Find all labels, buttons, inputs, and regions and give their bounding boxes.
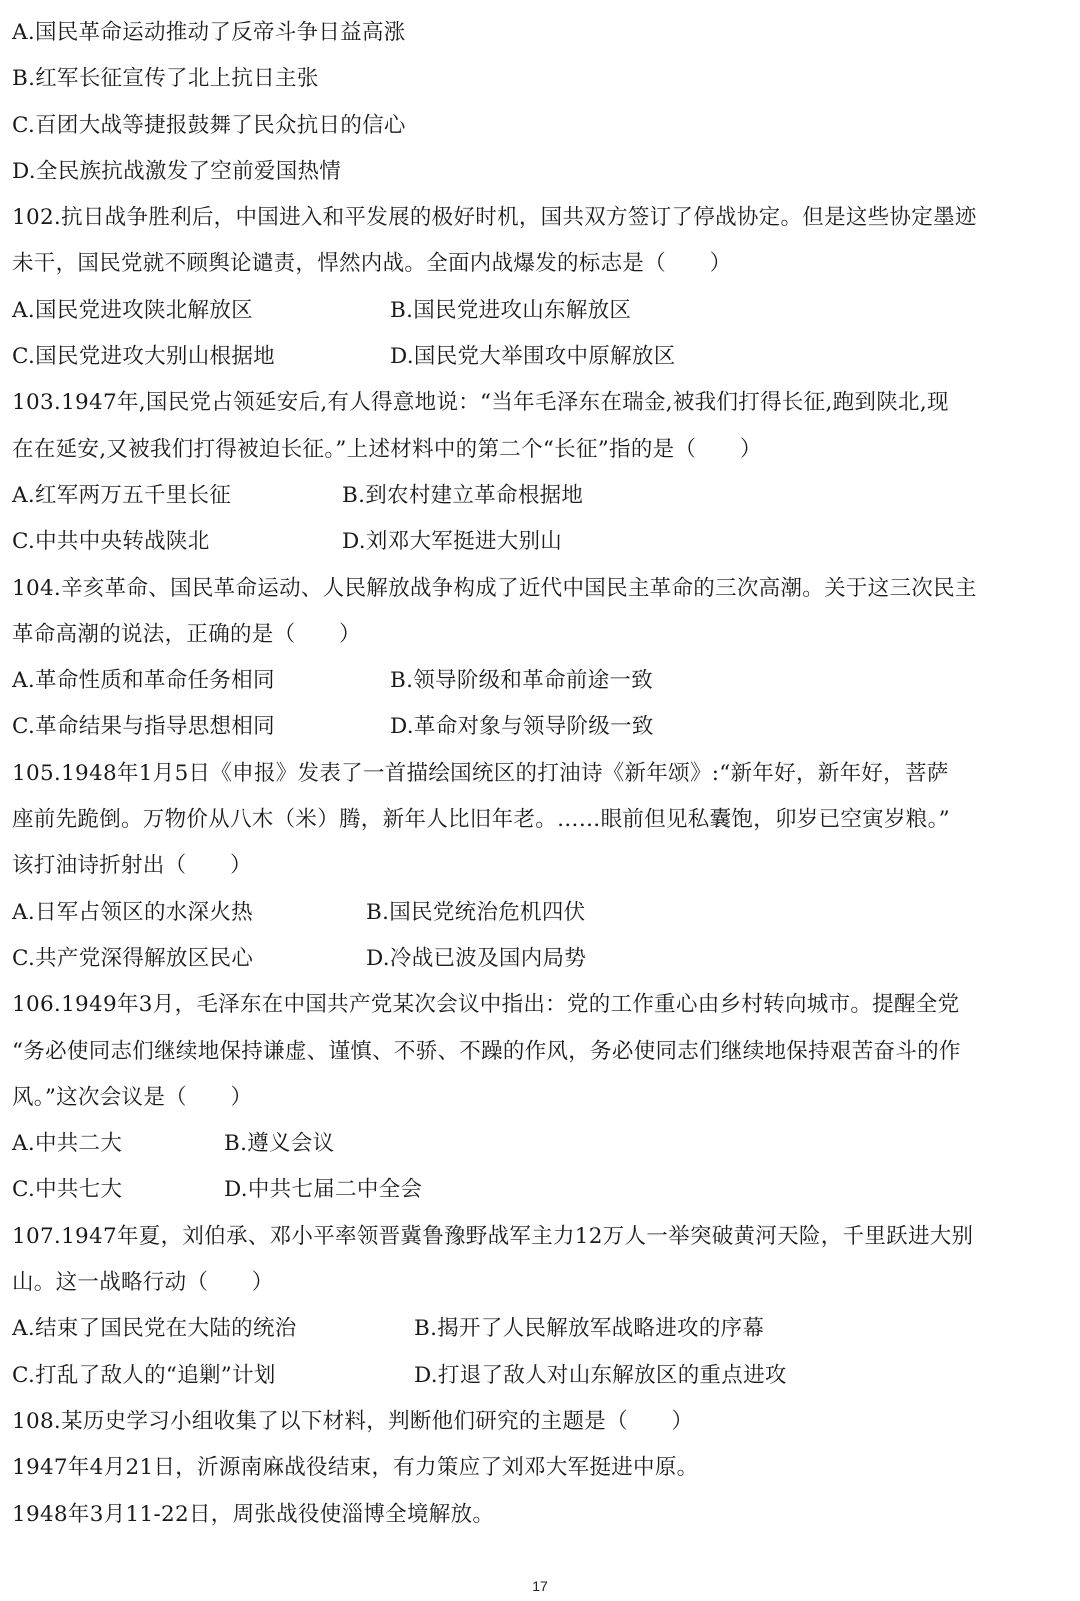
q106-stem-line-2: “务必使同志们继续地保持谦虚、谨慎、不骄、不躁的作风，务必使同志们继续地保持艰苦奋斗的作 bbox=[12, 1038, 961, 1064]
q103-option-c: C.中共中央转战陕北 bbox=[12, 529, 210, 555]
q107-options-row-1 bbox=[12, 1306, 1070, 1352]
q107-options-row-2 bbox=[12, 1353, 1070, 1399]
q103-stem-line-1: 103.1947年,国民党占领延安后,有人得意地说：“当年毛泽东在瑞金,被我们打得长征,跑到陕北,现 bbox=[12, 390, 949, 416]
q104-stem-line-1: 104.辛亥革命、国民革命运动、人民解放战争构成了近代中国民主革命的三次高潮。关于这三次民主 bbox=[12, 575, 977, 601]
q107-option-c: C.打乱了敌人的“追剿”计划 bbox=[12, 1362, 276, 1388]
q107-option-a: A.结束了国民党在大陆的统治 bbox=[12, 1316, 297, 1342]
q107-option-b: B.揭开了人民解放军战略进攻的序幕 bbox=[414, 1316, 765, 1342]
q101-option-a: A.国民革命运动推动了反帝斗争日益高涨 bbox=[12, 20, 406, 45]
q105-option-d: D.冷战已波及国内局势 bbox=[366, 945, 587, 971]
q106-option-b: B.遵义会议 bbox=[224, 1131, 335, 1157]
q105-stem-line-1: 105.1948年1月5日《申报》发表了一首描绘国统区的打油诗《新年颂》:“新年好，新年好，菩萨 bbox=[12, 760, 949, 786]
q103-options-row-2 bbox=[12, 519, 1070, 565]
q102-stem-line-1: 102.抗日战争胜利后，中国进入和平发展的极好时机，国共双方签订了停战协定。但是这些协定墨迹 bbox=[12, 205, 977, 231]
q104-stem-line-2: 革命高潮的说法，正确的是（ ） bbox=[12, 621, 361, 647]
q103-stem-line-2: 在在延安,又被我们打得被迫长征。”上述材料中的第二个“长征”指的是（ ） bbox=[12, 436, 762, 462]
q103-option-a: A.红军两万五千里长征 bbox=[12, 482, 232, 508]
exam-page bbox=[12, 10, 1070, 1538]
q105-stem-line-2: 座前先跪倒。万物价从八木（米）腾，新年人比旧年老。……眼前但见私囊饱，卯岁已空寅岁粮。” bbox=[12, 807, 950, 833]
q101-option-b: B.红军长征宣传了北上抗日主张 bbox=[12, 66, 319, 92]
q105-option-b: B.国民党统治危机四伏 bbox=[366, 899, 586, 925]
q101-option-c: C.百团大战等捷报鼓舞了民众抗日的信心 bbox=[12, 112, 406, 138]
q104-options-row-2 bbox=[12, 704, 1070, 750]
q103-option-d: D.刘邓大军挺进大别山 bbox=[342, 529, 563, 555]
page-number: 17 bbox=[532, 1578, 548, 1594]
q106-stem-line-3: 风。”这次会议是（ ） bbox=[12, 1084, 253, 1110]
q102-option-b: B.国民党进攻山东解放区 bbox=[390, 297, 632, 323]
q107-stem-line-1: 107.1947年夏，刘伯承、邓小平率领晋冀鲁豫野战军主力12万人一举突破黄河天险，千里跃进大别 bbox=[12, 1223, 974, 1249]
q102-options-row-2 bbox=[12, 334, 1070, 380]
q106-option-d: D.中共七届二中全会 bbox=[224, 1177, 423, 1203]
q102-stem-line-2: 未干，国民党就不顾舆论谴责，悍然内战。全面内战爆发的标志是（ ） bbox=[12, 251, 732, 277]
q105-option-c: C.共产党深得解放区民心 bbox=[12, 945, 254, 971]
q104-option-c: C.革命结果与指导思想相同 bbox=[12, 714, 275, 740]
q106-stem-line-1: 106.1949年3月，毛泽东在中国共产党某次会议中指出：党的工作重心由乡村转向城市。提醒全党 bbox=[12, 992, 960, 1018]
q103-options-row-1 bbox=[12, 473, 1070, 519]
q105-stem-line-3: 该打油诗折射出（ ） bbox=[12, 853, 252, 879]
q107-stem-line-2: 山。这一战略行动（ ） bbox=[12, 1270, 274, 1296]
q106-options-row-1 bbox=[12, 1121, 1070, 1167]
q102-options-row-1 bbox=[12, 288, 1070, 334]
q105-options-row-2 bbox=[12, 936, 1070, 982]
q104-option-b: B.领导阶级和革命前途一致 bbox=[390, 668, 654, 694]
q105-options-row-1 bbox=[12, 890, 1070, 936]
q106-option-c: C.中共七大 bbox=[12, 1177, 123, 1203]
q104-options-row-1 bbox=[12, 658, 1070, 704]
q108-material-1: 1947年4月21日，沂源南麻战役结束，有力策应了刘邓大军挺进中原。 bbox=[12, 1455, 699, 1481]
q108-stem-line-1: 108.某历史学习小组收集了以下材料，判断他们研究的主题是（ ） bbox=[12, 1408, 694, 1434]
q101-option-d: D.全民族抗战激发了空前爱国热情 bbox=[12, 158, 342, 184]
q104-option-a: A.革命性质和革命任务相同 bbox=[12, 668, 275, 694]
q106-options-row-2 bbox=[12, 1167, 1070, 1213]
q106-option-a: A.中共二大 bbox=[12, 1131, 123, 1157]
q104-option-d: D.革命对象与领导阶级一致 bbox=[390, 714, 654, 740]
q108-material-2: 1948年3月11-22日，周张战役使淄博全境解放。 bbox=[12, 1501, 495, 1527]
q102-option-d: D.国民党大举围攻中原解放区 bbox=[390, 344, 676, 370]
q102-option-a: A.国民党进攻陕北解放区 bbox=[12, 297, 253, 323]
q107-option-d: D.打退了敌人对山东解放区的重点进攻 bbox=[414, 1362, 787, 1388]
q102-option-c: C.国民党进攻大别山根据地 bbox=[12, 344, 275, 370]
q105-option-a: A.日军占领区的水深火热 bbox=[12, 899, 253, 925]
q103-option-b: B.到农村建立革命根据地 bbox=[342, 482, 584, 508]
